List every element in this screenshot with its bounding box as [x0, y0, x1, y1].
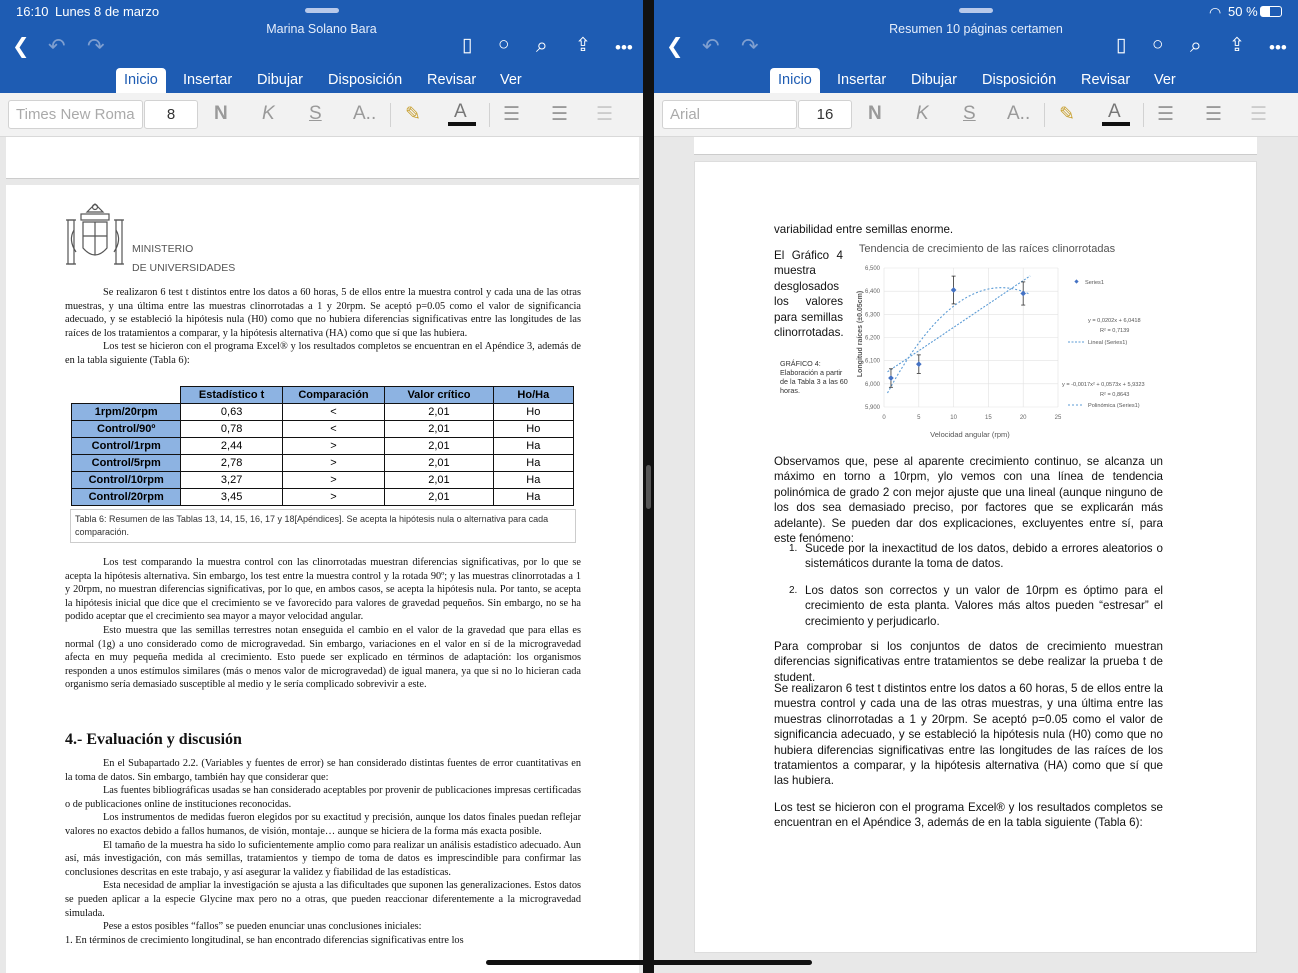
paragraph: 1. En términos de crecimiento longitudinal, se han encontrado diferencias significativas entre los: [65, 934, 464, 946]
chart-legend: [1062, 279, 1145, 409]
chart-x-tick-label: 25: [1054, 415, 1062, 421]
text-effects-button[interactable]: A..: [1007, 103, 1031, 124]
font-color-swatch: [1102, 122, 1130, 126]
tab-revisar[interactable]: Revisar: [427, 72, 477, 88]
previous-page-bottom: [6, 137, 639, 179]
numbered-list-icon[interactable]: ☰: [551, 104, 569, 125]
status-time: 16:10: [16, 4, 49, 19]
tab-inicio[interactable]: Inicio: [116, 68, 166, 93]
cell-hypothesis: Ho: [493, 421, 573, 438]
back-icon[interactable]: ❮: [666, 35, 684, 58]
paragraph: variabilidad entre semillas enorme.: [774, 223, 954, 236]
share-icon[interactable]: ⇪: [1229, 35, 1245, 56]
mobile-view-icon[interactable]: ▯: [462, 35, 473, 56]
table-row: [72, 438, 574, 455]
chart-y-tick-label: 6,300: [864, 312, 880, 319]
paragraph: Pese a estos posibles “fallos” se pueden enunciar unas conclusiones iniciales:: [103, 921, 422, 933]
legend-trendline-name: Lineal (Series1): [1088, 340, 1128, 346]
chart-y-tick-label: 6,500: [864, 266, 880, 272]
chart-y-tick-label: 6,100: [864, 358, 880, 365]
chart-y-tick-label: 6,200: [864, 335, 880, 342]
chart-y-tick-label: 5,900: [864, 405, 880, 411]
font-color-icon[interactable]: A: [1108, 101, 1121, 122]
chart-x-axis-label: Velocidad angular (rpm): [930, 430, 1010, 439]
share-icon[interactable]: ⇪: [575, 35, 591, 56]
chart-data-point: [1020, 291, 1026, 297]
cell-hypothesis: Ha: [493, 472, 573, 489]
right-document-pane[interactable]: [654, 0, 1298, 973]
trendline-equation: y = 0,0202x + 6,0418: [1088, 318, 1141, 324]
tab-inicio[interactable]: Inicio: [770, 68, 820, 93]
chart-data-point: [951, 287, 957, 293]
cell-comparison: >: [282, 472, 384, 489]
bullet-list-icon[interactable]: ☰: [1157, 104, 1175, 125]
toolbar-separator: [390, 103, 391, 127]
ministry-line-1: MINISTERIO: [132, 243, 194, 255]
chart-x-tick-label: 5: [917, 415, 921, 421]
battery-percent: 50 %: [1228, 4, 1258, 19]
cell-critical: 2,01: [385, 421, 493, 438]
chart-x-tick-label: 20: [1019, 415, 1027, 421]
body-text-block-1: [65, 286, 581, 368]
body-text-block-3: [65, 757, 581, 947]
chart-x-tick-label: 10: [950, 415, 957, 421]
section-heading: 4.- Evaluación y discusión: [65, 731, 242, 748]
ministry-line-2: DE UNIVERSIDADES: [132, 262, 236, 274]
list-item-text: Los datos son correctos y un valor de 10rpm es óptimo para el crecimiento de esta planta. Valores más altos pueden “estresar” el crecimiento y perjudicarlo.: [805, 584, 1163, 628]
paragraph: Los test se hicieron con el programa Excel® y los resultados completos se encuentran en el Apéndice 3, además de en la tabla siguiente (Tabla 6):: [65, 341, 581, 366]
ribbon-tabs: [654, 68, 1298, 93]
paragraph: Los test se hicieron con el programa Excel® y los resultados completos se encuentran en el Apéndice 3, además de en la tabla siguiente (Tabla 6):: [774, 801, 1163, 830]
more-icon[interactable]: •••: [615, 38, 633, 57]
underline-button[interactable]: S: [309, 103, 322, 124]
paragraph: Para comprobar si los conjuntos de datos de crecimiento muestran diferencias significativas entre tratamientos se debe realizar la prueba t de student.: [774, 640, 1163, 684]
list-number: 1.: [789, 543, 798, 554]
table-row: [72, 472, 574, 489]
cell-hypothesis: Ha: [493, 489, 573, 506]
row-label: Control/20rpm: [72, 489, 181, 506]
cell-critical: 2,01: [385, 404, 493, 421]
home-indicator[interactable]: [486, 960, 812, 965]
cell-critical: 2,01: [385, 455, 493, 472]
mobile-view-icon[interactable]: ▯: [1116, 35, 1127, 56]
paragraph: Los instrumentos de medidas fueron elegidos por su exactitud y precisión, aunque los datos finales puedan reflejar valores no exactos debido a fallos humanos, de visión, montaje… aunque se hiciera de la forma más exacta posible.: [65, 812, 581, 837]
table-corner: [72, 387, 181, 404]
paragraph: Las fuentes bibliográficas usadas se han considerado aceptables por provenir de publicaciones impresas certificadas o de publicaciones online de instituciones reconocidas.: [65, 785, 581, 810]
multitask-handle[interactable]: [305, 8, 339, 13]
ribbon-tabs: [0, 68, 643, 93]
tab-insertar[interactable]: Insertar: [183, 72, 233, 88]
row-label: Control/1rpm: [72, 438, 181, 455]
text-effects-button[interactable]: A..: [353, 103, 377, 124]
tab-ver[interactable]: Ver: [1154, 72, 1176, 88]
chart-y-tick-label: 6,400: [864, 289, 880, 296]
table-header: Valor crítico: [385, 387, 493, 404]
undo-icon[interactable]: ↶: [48, 35, 66, 58]
paragraph: Esto muestra que las semillas terrestres notan enseguida el cambio en el valor de la gravedad que para ellas es normal (1g) a uno considerado como de microgravedad. Sin embargo, variaciones en el valor en sí de la microgravedad afecta en muy pequeña medida al crecimiento. Esto puede ser explicado en términos de adaptación: los organismos responden a unos estímulos similares (más o menos valor de microgravedad) de igual manera, ya que si no lo hicieran cada organismo sería demasiado susceptible al medio y le sería complicado sobrevivir a este.: [65, 624, 581, 691]
legend-trendline-name: Polinómica (Series1): [1088, 403, 1140, 409]
paragraph: El tamaño de la muestra ha sido lo suficientemente amplio como para realizar un análisis estadístico adecuado. Aun así, más investigación, con más semillas, tratamientos y tiempo de toma de datos es imprescindible para confirmar las conclusiones descritas en este trabajo, y así asegurar la validez y fiabilidad de las estadísticas.: [65, 839, 581, 878]
cell-comparison: >: [282, 455, 384, 472]
numbered-list-icon[interactable]: ☰: [1205, 104, 1223, 125]
back-icon[interactable]: ❮: [12, 35, 30, 58]
tab-revisar[interactable]: Revisar: [1081, 72, 1131, 88]
format-toolbar: [0, 93, 643, 137]
outdent-icon[interactable]: ☰: [596, 104, 614, 125]
font-color-icon[interactable]: A: [454, 101, 467, 122]
bold-button[interactable]: N: [868, 103, 882, 124]
lightbulb-icon[interactable]: ○: [498, 34, 510, 55]
cell-hypothesis: Ha: [493, 455, 573, 472]
tab-disposicion[interactable]: Disposición: [328, 72, 403, 88]
highlighter-icon[interactable]: ✎: [405, 104, 421, 125]
chart-y-axis-label: Longitud raíces (±0.05cm): [857, 290, 864, 378]
tab-dibujar[interactable]: Dibujar: [911, 72, 957, 88]
chart-x-tick-label: 15: [985, 415, 992, 421]
chart-data-point: [916, 361, 922, 367]
list-number: 2.: [789, 585, 798, 596]
chart-x-tick-label: 0: [882, 415, 886, 421]
results-table: [70, 386, 576, 543]
cell-critical: 2,01: [385, 472, 493, 489]
toolbar-separator: [489, 103, 490, 127]
font-color-swatch: [448, 122, 476, 126]
status-date: Lunes 8 de marzo: [55, 4, 160, 19]
legend-series-name: Series1: [1085, 280, 1104, 286]
row-label: 1rpm/20rpm: [72, 404, 181, 421]
table-row: [72, 489, 574, 506]
table-row: [72, 455, 574, 472]
chart-trendline: [888, 288, 1031, 393]
cell-t: 2,78: [181, 455, 282, 472]
italic-button[interactable]: K: [262, 103, 275, 124]
chart-intro-text: El Gráfico 4 muestra desglosados los valores para semillas clinorrotadas.: [774, 249, 844, 340]
chart-plot-area: [865, 266, 1062, 421]
table-header: Ho/Ha: [493, 387, 573, 404]
undo-icon[interactable]: ↶: [702, 35, 720, 58]
font-size-field[interactable]: 16: [798, 100, 852, 129]
cell-t: 2,44: [181, 438, 282, 455]
redo-icon[interactable]: ↷: [741, 35, 759, 58]
more-icon[interactable]: •••: [1269, 38, 1287, 57]
toolbar-separator: [1044, 103, 1045, 127]
spain-crest-icon: [64, 200, 126, 276]
split-view-handle[interactable]: [646, 465, 651, 509]
list-item-text: Sucede por la inexactitud de los datos, debido a errores aleatorios o sistemáticos durante la toma de datos.: [805, 542, 1163, 571]
paragraph: En el Subapartado 2.2. (Variables y fuentes de error) se han considerado distintas fuentes de error cuantitativas en la toma de datos. Sin embargo, también hay que considerar que:: [65, 758, 581, 783]
cell-hypothesis: Ho: [493, 404, 573, 421]
cell-comparison: >: [282, 438, 384, 455]
chart-y-tick-label: 6,000: [864, 381, 880, 388]
tab-insertar[interactable]: Insertar: [837, 72, 887, 88]
toolbar-separator: [1143, 103, 1144, 127]
italic-button[interactable]: K: [916, 103, 929, 124]
trendline-equation: y = -0,0017x² + 0,0573x + 5,9323: [1062, 382, 1145, 388]
cell-t: 0,78: [181, 421, 282, 438]
lightbulb-icon[interactable]: ○: [1152, 34, 1164, 55]
table-header: Comparación: [282, 387, 384, 404]
chart-data-point: [888, 375, 894, 381]
tab-disposicion[interactable]: Disposición: [982, 72, 1057, 88]
cell-comparison: >: [282, 489, 384, 506]
paragraph: Se realizaron 6 test t distintos entre los datos a 60 horas, 5 de ellos entre la muestra control y cada una de las otras muestras, y una última entre las muestras clinorrotadas a 1 y 20rpm. Se aceptó p=0.05 como el valor de significancia adecuado, y se estableció la hipótesis nula (H0) como que no hubiera diferencias significativas entre las longitudes de las raíces de los tratamientos a comparar, y la hipótesis alternativa (HA) como que sí que las hubiera.: [774, 682, 1163, 788]
list-item: [789, 541, 1163, 572]
cell-t: 0,63: [181, 404, 282, 421]
cell-t: 3,45: [181, 489, 282, 506]
table-caption: Tabla 6: Resumen de las Tablas 13, 14, 15, 16, 17 y 18[Apéndices]. Se acepta la hipótesis nula o alternativa para cada comparación.: [70, 509, 576, 543]
underline-button[interactable]: S: [963, 103, 976, 124]
previous-page-bottom: [694, 137, 1257, 155]
legend-marker: [1074, 279, 1078, 283]
table-header: Estadístico t: [181, 387, 282, 404]
cell-hypothesis: Ha: [493, 438, 573, 455]
font-name-field[interactable]: Arial: [662, 100, 797, 129]
cell-critical: 2,01: [385, 438, 493, 455]
paragraph: Observamos que, pese al aparente crecimiento continuo, se alcanza un máximo en torno a 10rpm, ylo vemos con una línea de tendencia polinómica de grado 2 con mejor ajuste que una lineal (aunque ninguno de los dos sea demasiado preciso, por factores que se explicarán más adelante). Se pueden dar dos explicaciones, excluyentes entre sí, para este fenómeno:: [774, 455, 1163, 546]
paragraph: Los test comparando la muestra control con las clinorrotadas muestran diferencias significativas, por lo que se acepta la hipótesis alternativa. Sin embargo, los test entre la muestra control y la rotada 90º; y las muestras clinorrotadas a 1 y 20rpm, no muestran diferencias significativas, por lo que, en ambos casos, se acepta la hipótesis nula. Por tanto, se acepta la hipótesis inicial que dice que el crecimiento se ve favorecido para valores de gravedad pequeños. Sin embargo, no se ha podido aceptar que el crecimiento sea mayor a mayor velocidad angular.: [65, 557, 581, 623]
body-text-block-2: [65, 556, 581, 692]
left-document-pane[interactable]: [0, 0, 643, 973]
chart-title: Tendencia de crecimiento de las raíces clinorrotadas: [858, 243, 1116, 255]
growth-chart: [852, 236, 1170, 442]
list-item: [789, 583, 1163, 629]
search-icon[interactable]: ⌕: [1190, 34, 1202, 57]
bullet-list-icon[interactable]: ☰: [503, 104, 521, 125]
cell-comparison: <: [282, 404, 384, 421]
cell-t: 3,27: [181, 472, 282, 489]
document-title[interactable]: Marina Solano Bara: [266, 22, 377, 36]
font-name-field[interactable]: Times New Roma: [8, 100, 143, 129]
row-label: Control/10rpm: [72, 472, 181, 489]
redo-icon[interactable]: ↷: [87, 35, 105, 58]
tab-ver[interactable]: Ver: [500, 72, 522, 88]
cell-critical: 2,01: [385, 489, 493, 506]
search-icon[interactable]: ⌕: [536, 34, 548, 57]
trendline-r2: R² = 0,7139: [1100, 328, 1130, 334]
table-row: [72, 421, 574, 438]
chart-caption: GRÁFICO 4: Elaboración a partir de la Tabla 3 a las 60 horas.: [780, 359, 848, 395]
font-size-field[interactable]: 8: [144, 100, 198, 129]
bold-button[interactable]: N: [214, 103, 228, 124]
highlighter-icon[interactable]: ✎: [1059, 104, 1075, 125]
table-row: [72, 404, 574, 421]
row-label: Control/90º: [72, 421, 181, 438]
battery-icon: [1260, 6, 1282, 17]
row-label: Control/5rpm: [72, 455, 181, 472]
paragraph: Se realizaron 6 test t distintos entre los datos a 60 horas, 5 de ellos entre la muestra control y cada una de las otras muestras, y una última entre las muestras clinorrotadas a 1 y 20rpm. Se aceptó p=0.05 como el valor de significancia adecuado, y se estableció la hipótesis nula (H0) como que no hubiera diferencias significativas entre las longitudes de las raíces de los tratamientos a comparar, y la hipótesis alternativa (HA) como que sí que las hubiera.: [65, 287, 581, 339]
trendline-r2: R² = 0,8643: [1100, 392, 1130, 398]
tab-dibujar[interactable]: Dibujar: [257, 72, 303, 88]
cell-comparison: <: [282, 421, 384, 438]
ministry-label: [132, 240, 235, 278]
outdent-icon[interactable]: ☰: [1250, 104, 1268, 125]
paragraph: Esta necesidad de ampliar la investigación se ajusta a las dificultades que suponen las generalizaciones. Estos datos se pueden aplicar a la especie Glycine max pero no a otras, que pueden reaccionar diferentemente a la microgravedad simulada.: [65, 880, 581, 919]
format-toolbar: [654, 93, 1298, 137]
wifi-icon: ◠: [1209, 4, 1222, 20]
document-title[interactable]: Resumen 10 páginas certamen: [889, 22, 1063, 36]
multitask-handle[interactable]: [959, 8, 993, 13]
